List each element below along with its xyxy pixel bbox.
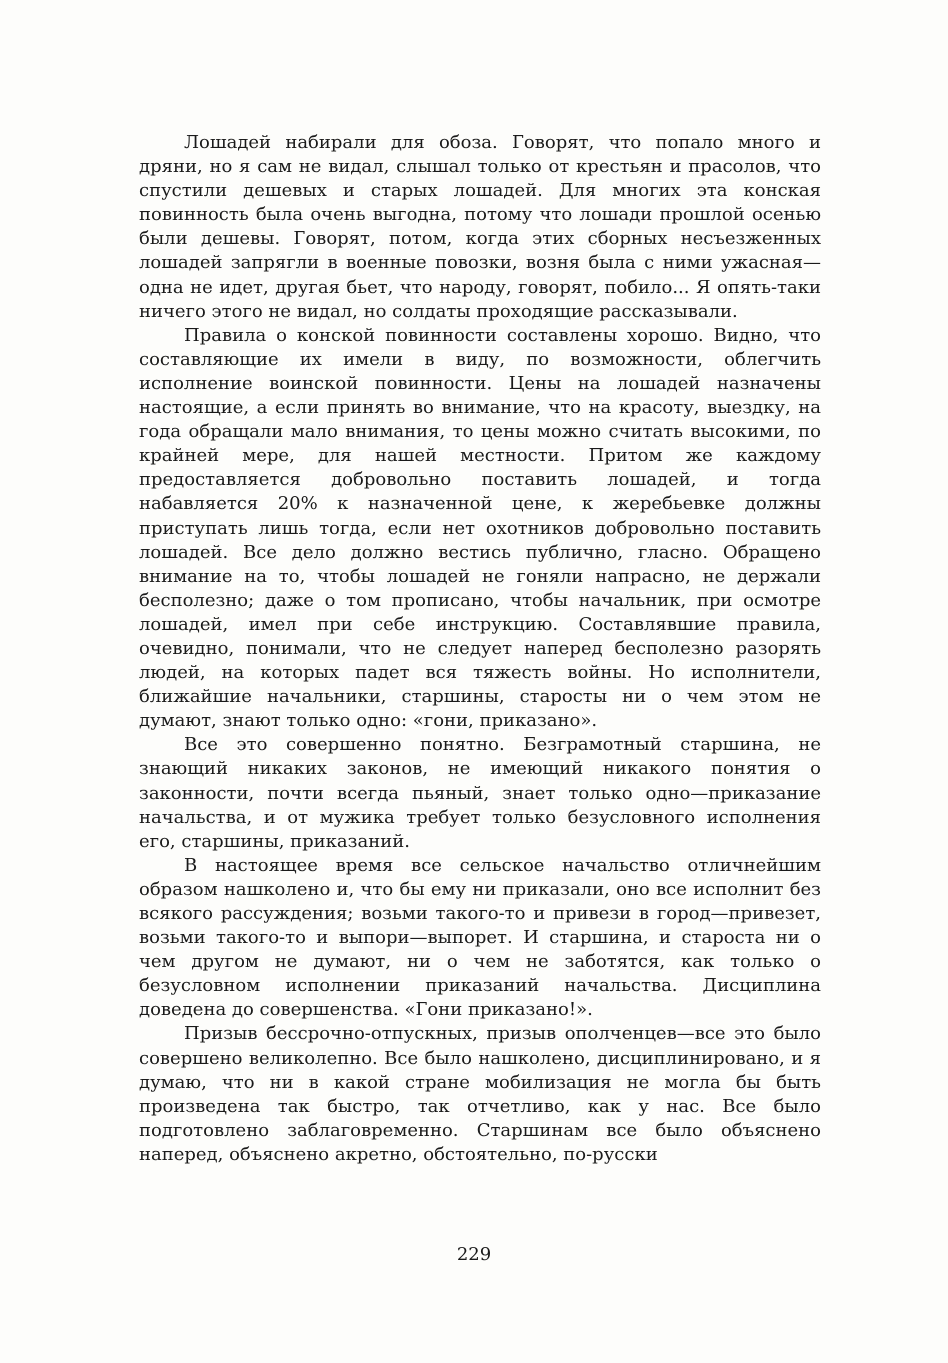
paragraph-1: Лошадей набирали для обоза. Говорят, что попало много и дряни, но я сам не видал, слышал только от крестьян и прасолов, что спустили дешевых и старых лошадей. Для многих эта конская повинность была очень выгодна, потому что лошади прошлой осенью были дешевы. Говорят, потом, когда этих сборных несъезженных лошадей запрягли в военные повозки, возня была с ними ужасная—одна не идет, другая бьет, что народу, говорят, побило... Я опять-таки ничего этого не видал, но солдаты проходящие рассказывали. — [139, 132, 821, 322]
paragraph-4: В настоящее время все сельское начальство отличнейшим образом нашколено и, что бы ему ни приказали, оно все исполнит без всякого рассуждения; возьми такого-то и привези в город—привезет, возьми такого-то и выпори—выпорет. И старшина, и староста ни о чем другом не думают, ни о чем не заботятся, как только о безусловном исполнении приказаний начальства. Дисциплина доведена до совершенства. «Гони приказано!». — [139, 854, 821, 1021]
body-text — [139, 131, 821, 1167]
paragraph-5: Призыв бессрочно-отпускных, призыв ополченцев—все это было совершено великолепно. Все было нашколено, дисциплинировано, и я думаю, что ни в какой стране мобилизация не могла бы быть произведена так быстро, так отчетливо, как у нас. Все было подготовлено заблаговременно. Старшинам все было объяснено наперед, объяснено акретно, обстоятельно, по-русски — [139, 1023, 821, 1165]
page-number: 229 — [456, 1244, 492, 1265]
paragraph-3: Все это совершенно понятно. Безграмотный старшина, не знающий никаких законов, не имеющий никакого понятия о законности, почти всегда пьяный, знает только одно—приказание начальства, и от мужика требует только безусловного исполнения его, старшины, приказаний. — [139, 734, 821, 852]
paragraph-2: Правила о конской повинности составлены хорошо. Видно, что составляющие их имели в виду, по возможности, облегчить исполнение воинской повинности. Цены на лошадей назначены настоящие, а если принять во внимание, что на красоту, выездку, на года обращали мало внимания, то цены можно считать высокими, по крайней мере, для нашей местности. Притом же каждому предоставляется добровольно поставить лошадей, и тогда набавляется 20% к назначенной цене, к жеребьевке должны приступать лишь тогда, если нет охотников добровольно поставить лошадей. Все дело должно вестись публично, гласно. Обращено внимание на то, чтобы лошадей не гоняли напрасно, не держали бесполезно; даже о том прописано, чтобы начальник, при осмотре лошадей, имел при себе инструкцию. Составлявшие правила, очевидно, понимали, что не следует наперед бесполезно разорять людей, на которых падет вся тяжесть войны. Но исполнители, ближайшие начальники, старшины, старосты ни о чем этом не думают, знают только одно: «гони, приказано». — [139, 324, 821, 732]
